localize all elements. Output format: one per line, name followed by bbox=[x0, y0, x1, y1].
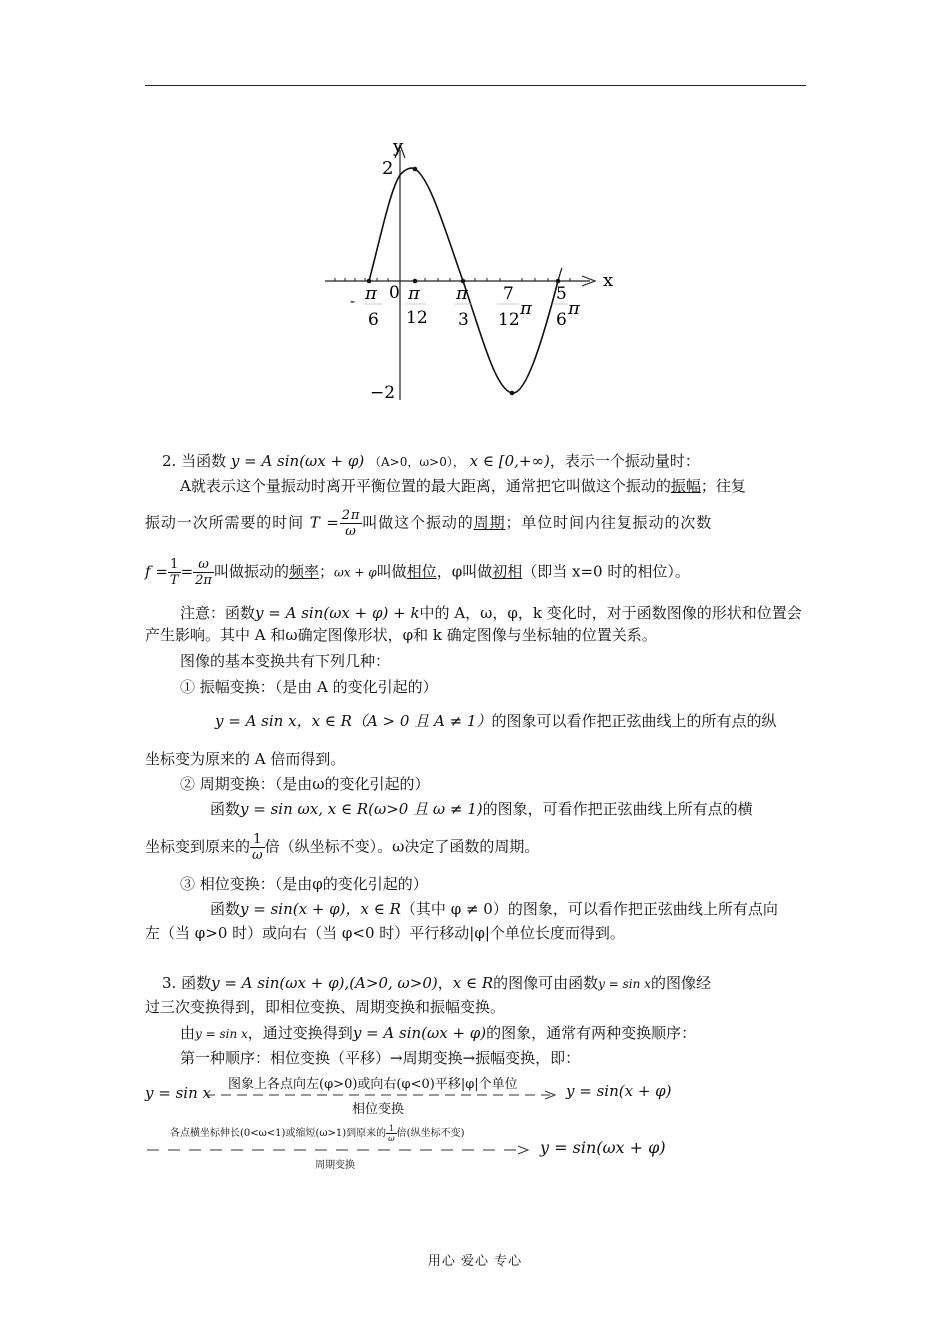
s3-line4: 第一种顺序：相位变换（平移）→周期变换→振幅变换，即： bbox=[180, 1049, 581, 1067]
s2-note: 注意：函数y = A sin(ωx + φ) + k中的 A，ω，φ，k 变化时，对于函数图像的形状和位置会 bbox=[180, 604, 802, 622]
tick5-den: 6 bbox=[556, 310, 567, 330]
t1-line2: 坐标变为原来的 A 倍而得到。 bbox=[145, 750, 346, 768]
arrow1-end: y = sin(x + φ) bbox=[566, 1082, 672, 1100]
s2-line1: 2. 当函数 y = A sin(ωx + φ) （A>0，ω>0）， x ∈ [0,+∞)，表示一个振动量时： bbox=[162, 452, 700, 470]
s2-line2: A就表示这个量振动时离开平衡位置的最大距离，通常把它叫做这个振动的振幅；往复 bbox=[180, 477, 746, 495]
footer: 用心 爱心 专心 bbox=[427, 1254, 523, 1269]
t2-line: 函数y = sin ωx, x ∈ R(ω>0 且 ω ≠ 1)的图象，可看作把正弦曲线上所有点的横 bbox=[210, 800, 753, 818]
point-max bbox=[413, 167, 418, 172]
tick5-suffix: π bbox=[568, 298, 580, 319]
tick3-den: 3 bbox=[458, 310, 469, 330]
s2-line3: 振动一次所需要的时间 T = $\frac{2\pi}{\omega}$ 叫做这个振动的周期；单位时间内往复振动的次数 bbox=[145, 508, 713, 539]
t2-title: ② 周期变换：（是由ω的变化引起的） bbox=[180, 775, 430, 793]
tick3-num: π bbox=[456, 283, 468, 304]
t2-line2: 坐标变到原来的 $\frac{1}{\omega}$ 倍（纵坐标不变）。ω决定了函数的周期。 bbox=[145, 832, 540, 863]
arrow1-bottom: 相位变换 bbox=[352, 1102, 405, 1117]
s3-line2: 过三次变换得到，即相位变换、周期变换和振幅变换。 bbox=[145, 998, 506, 1016]
t1-title: ① 振幅变换：（是由 A 的变化引起的） bbox=[180, 678, 438, 696]
s2-line4: f = $\frac{1}{T}$ = $\frac{\omega}{2\pi}$ 叫做振动的频率；ωx + φ叫做相位，φ叫做初相（即当 x=0 时的相位）。 bbox=[145, 557, 690, 588]
s2-basic: 图像的基本变换共有下列几种： bbox=[180, 652, 391, 670]
y-label: y bbox=[393, 136, 404, 157]
arrow1-start: y = sin x bbox=[145, 1084, 211, 1102]
x-label: x bbox=[603, 270, 614, 291]
sine-graph bbox=[320, 130, 630, 410]
tick4-den: 12 bbox=[498, 310, 520, 330]
arrow2-top: 各点横坐标伸长(0<ω<1)或缩短(ω>1)到原来的 $\frac{1}{\omega}$ 倍(纵坐标不变) bbox=[170, 1124, 465, 1143]
tick1-den: 6 bbox=[368, 310, 379, 330]
t1-line: y = A sin x，x ∈ R（A > 0 且 A ≠ 1）的图象可以看作把正弦曲线上的所有点的纵 bbox=[215, 712, 777, 730]
arrow2-bottom: 周期变换 bbox=[315, 1160, 355, 1171]
t3-title: ③ 相位变换：（是由φ的变化引起的） bbox=[180, 875, 428, 893]
tick5-num: 5 bbox=[556, 284, 567, 304]
origin-label: 0 bbox=[389, 283, 400, 303]
tick1-sign: - bbox=[350, 292, 356, 310]
point-5pi6 bbox=[556, 279, 561, 284]
arrow2-arrow bbox=[147, 1145, 535, 1155]
arrow1-top: 图象上各点向左(φ>0)或向右(φ<0)平移|φ|个单位 bbox=[228, 1077, 518, 1092]
tick2-num: π bbox=[408, 283, 420, 304]
tick2-den: 12 bbox=[406, 308, 428, 328]
t3-line2: 左（当 φ>0 时）或向右（当 φ<0 时）平行移动|φ|个单位长度而得到。 bbox=[145, 924, 625, 942]
header-rule bbox=[145, 85, 806, 86]
arrow2-end: y = sin(ωx + φ) bbox=[540, 1138, 666, 1157]
y-min-label: −2 bbox=[370, 383, 396, 403]
y-max-label: 2 bbox=[382, 158, 394, 179]
s3-line3: 由y = sin x，通过变换得到y = A sin(ωx + φ)的图象，通常有两种变换顺序： bbox=[180, 1024, 697, 1042]
tick1-num: π bbox=[365, 283, 377, 304]
s2-note2: 产生影响。其中 A 和ω确定图像形状，φ和 k 确定图像与坐标轴的位置关系。 bbox=[145, 626, 657, 644]
tick4-num: 7 bbox=[503, 284, 514, 304]
tick4-suffix: π bbox=[520, 298, 532, 319]
t3-line: 函数y = sin(x + φ)，x ∈ R（其中 φ ≠ 0）的图象，可以看作把正弦曲线上所有点向 bbox=[210, 900, 778, 918]
point-min bbox=[510, 391, 515, 396]
s3-line1: 3. 函数y = A sin(ωx + φ),(A>0, ω>0)，x ∈ R的图像可由函数y = sin x的图像经 bbox=[162, 974, 711, 992]
